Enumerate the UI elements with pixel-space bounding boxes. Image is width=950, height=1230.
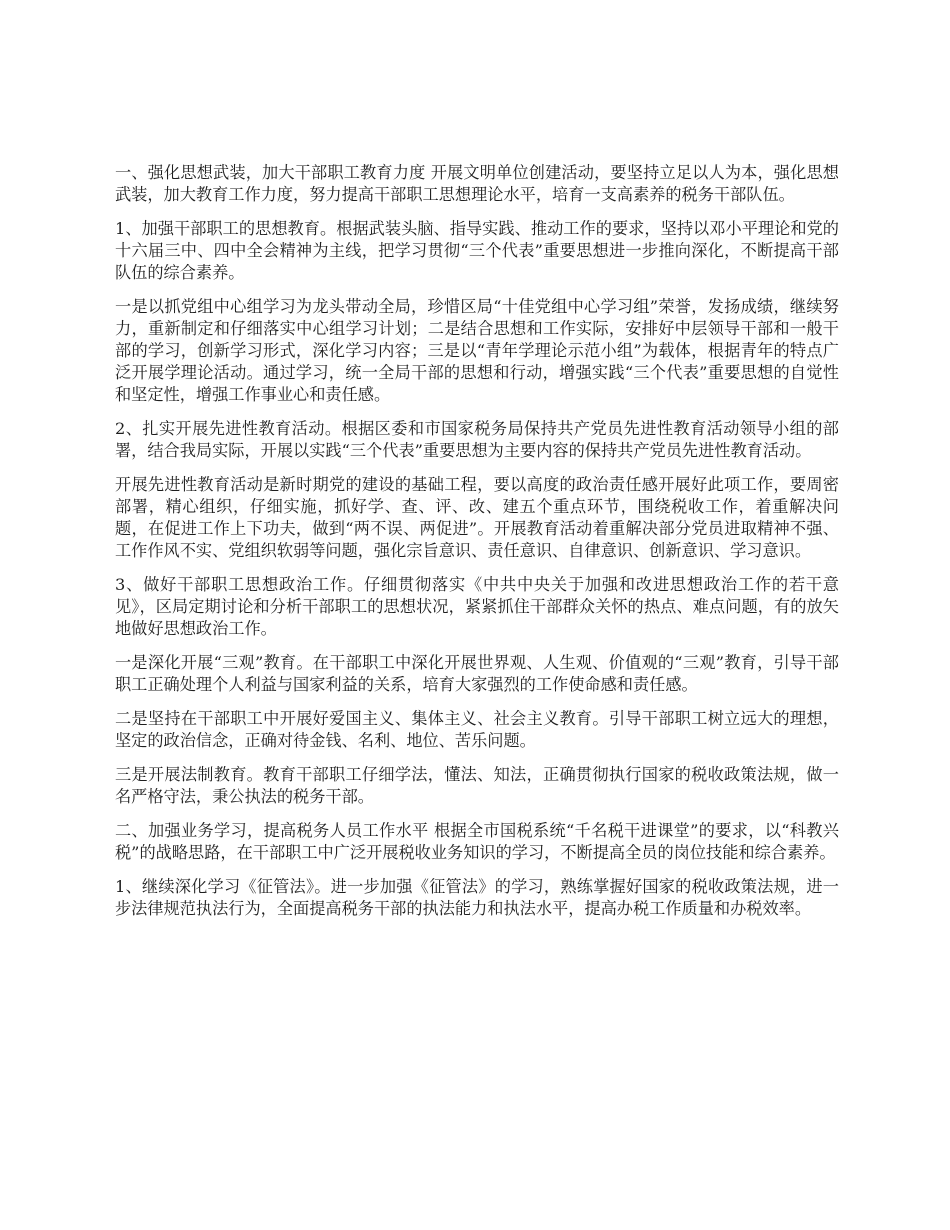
three-views-education-paragraph: 一是深化开展“三观”教育。在干部职工中深化开展世界观、人生观、价值观的“三观”教育，引导干部职工正确处理个人利益与国家利益的关系，培育大家强烈的工作使命感和责任感。 xyxy=(115,653,839,694)
item-3-political-work-paragraph: 3、做好干部职工思想政治工作。仔细贯彻落实《中共中央关于加强和改进思想政治工作的若干意见》，区局定期讨论和分析干部职工的思想状况，紧紧抓住干部群众关怀的热点、难点问题，有的放矢地做好思想政治工作。 xyxy=(115,575,839,638)
patriotism-education-paragraph: 二是坚持在干部职工中开展好爱国主义、集体主义、社会主义教育。引导干部职工树立远大的理想，坚定的政治信念，正确对待金钱、名利、地位、苦乐问题。 xyxy=(115,709,839,750)
central-group-study-paragraph: 一是以抓党组中心组学习为龙头带动全局，珍惜区局“十佳党组中心学习组”荣誉，发扬成绩，继续努力，重新制定和仔细落实中心组学习计划；二是结合思想和工作实际，安排好中层领导干部和一般干部的学习，创新学习形式，深化学习内容；三是以“青年学理论示范小组”为载体，根据青年的特点广泛开展学理论活动。通过学习，统一全局干部的思想和行动，增强实践“三个代表”重要思想的自觉性和坚定性，增强工作事业心和责任感。 xyxy=(115,297,839,404)
item-1-ideological-education-paragraph: 1、加强干部职工的思想教育。根据武装头脑、指导实践、推动工作的要求，坚持以邓小平理论和党的十六届三中、四中全会精神为主线，把学习贯彻“三个代表”重要思想进一步推向深化，不断提高干部队伍的综合素养。 xyxy=(115,219,839,282)
section-one-heading-paragraph: 一、强化思想武装，加大干部职工教育力度 开展文明单位创建活动，要坚持立足以人为本，强化思想武装，加大教育工作力度，努力提高干部职工思想理论水平，培育一支高素养的税务干部队伍。 xyxy=(115,163,839,204)
collection-law-study-paragraph: 1、继续深化学习《征管法》。进一步加强《征管法》的学习，熟练掌握好国家的税收政策法规，进一步法律规范执法行为，全面提高税务干部的执法能力和执法水平，提高办税工作质量和办税效率。 xyxy=(115,877,839,918)
legal-education-paragraph: 三是开展法制教育。教育干部职工仔细学法，懂法、知法，正确贯彻执行国家的税收政策法规，做一名严格守法，秉公执法的税务干部。 xyxy=(115,765,839,806)
advanced-education-detail-paragraph: 开展先进性教育活动是新时期党的建设的基础工程，要以高度的政治责任感开展好此项工作，要周密部署，精心组织，仔细实施，抓好学、查、评、改、建五个重点环节，围绕税收工作，着重解决问题，在促进工作上下功夫，做到“两不误、两促进”。开展教育活动着重解决部分党员进取精神不强、工作作风不实、党组织软弱等问题，强化宗旨意识、责任意识、自律意识、创新意识、学习意识。 xyxy=(115,475,839,560)
section-two-heading-paragraph: 二、加强业务学习，提高税务人员工作水平 根据全市国税系统“千名税干进课堂”的要求，以“科教兴税”的战略思路，在干部职工中广泛开展税收业务知识的学习，不断提高全员的岗位技能和综合素养。 xyxy=(115,821,839,862)
item-2-advanced-education-paragraph: 2、扎实开展先进性教育活动。根据区委和市国家税务局保持共产党员先进性教育活动领导小组的部署，结合我局实际，开展以实践“三个代表”重要思想为主要内容的保持共产党员先进性教育活动。 xyxy=(115,419,839,460)
document-body xyxy=(115,162,839,932)
